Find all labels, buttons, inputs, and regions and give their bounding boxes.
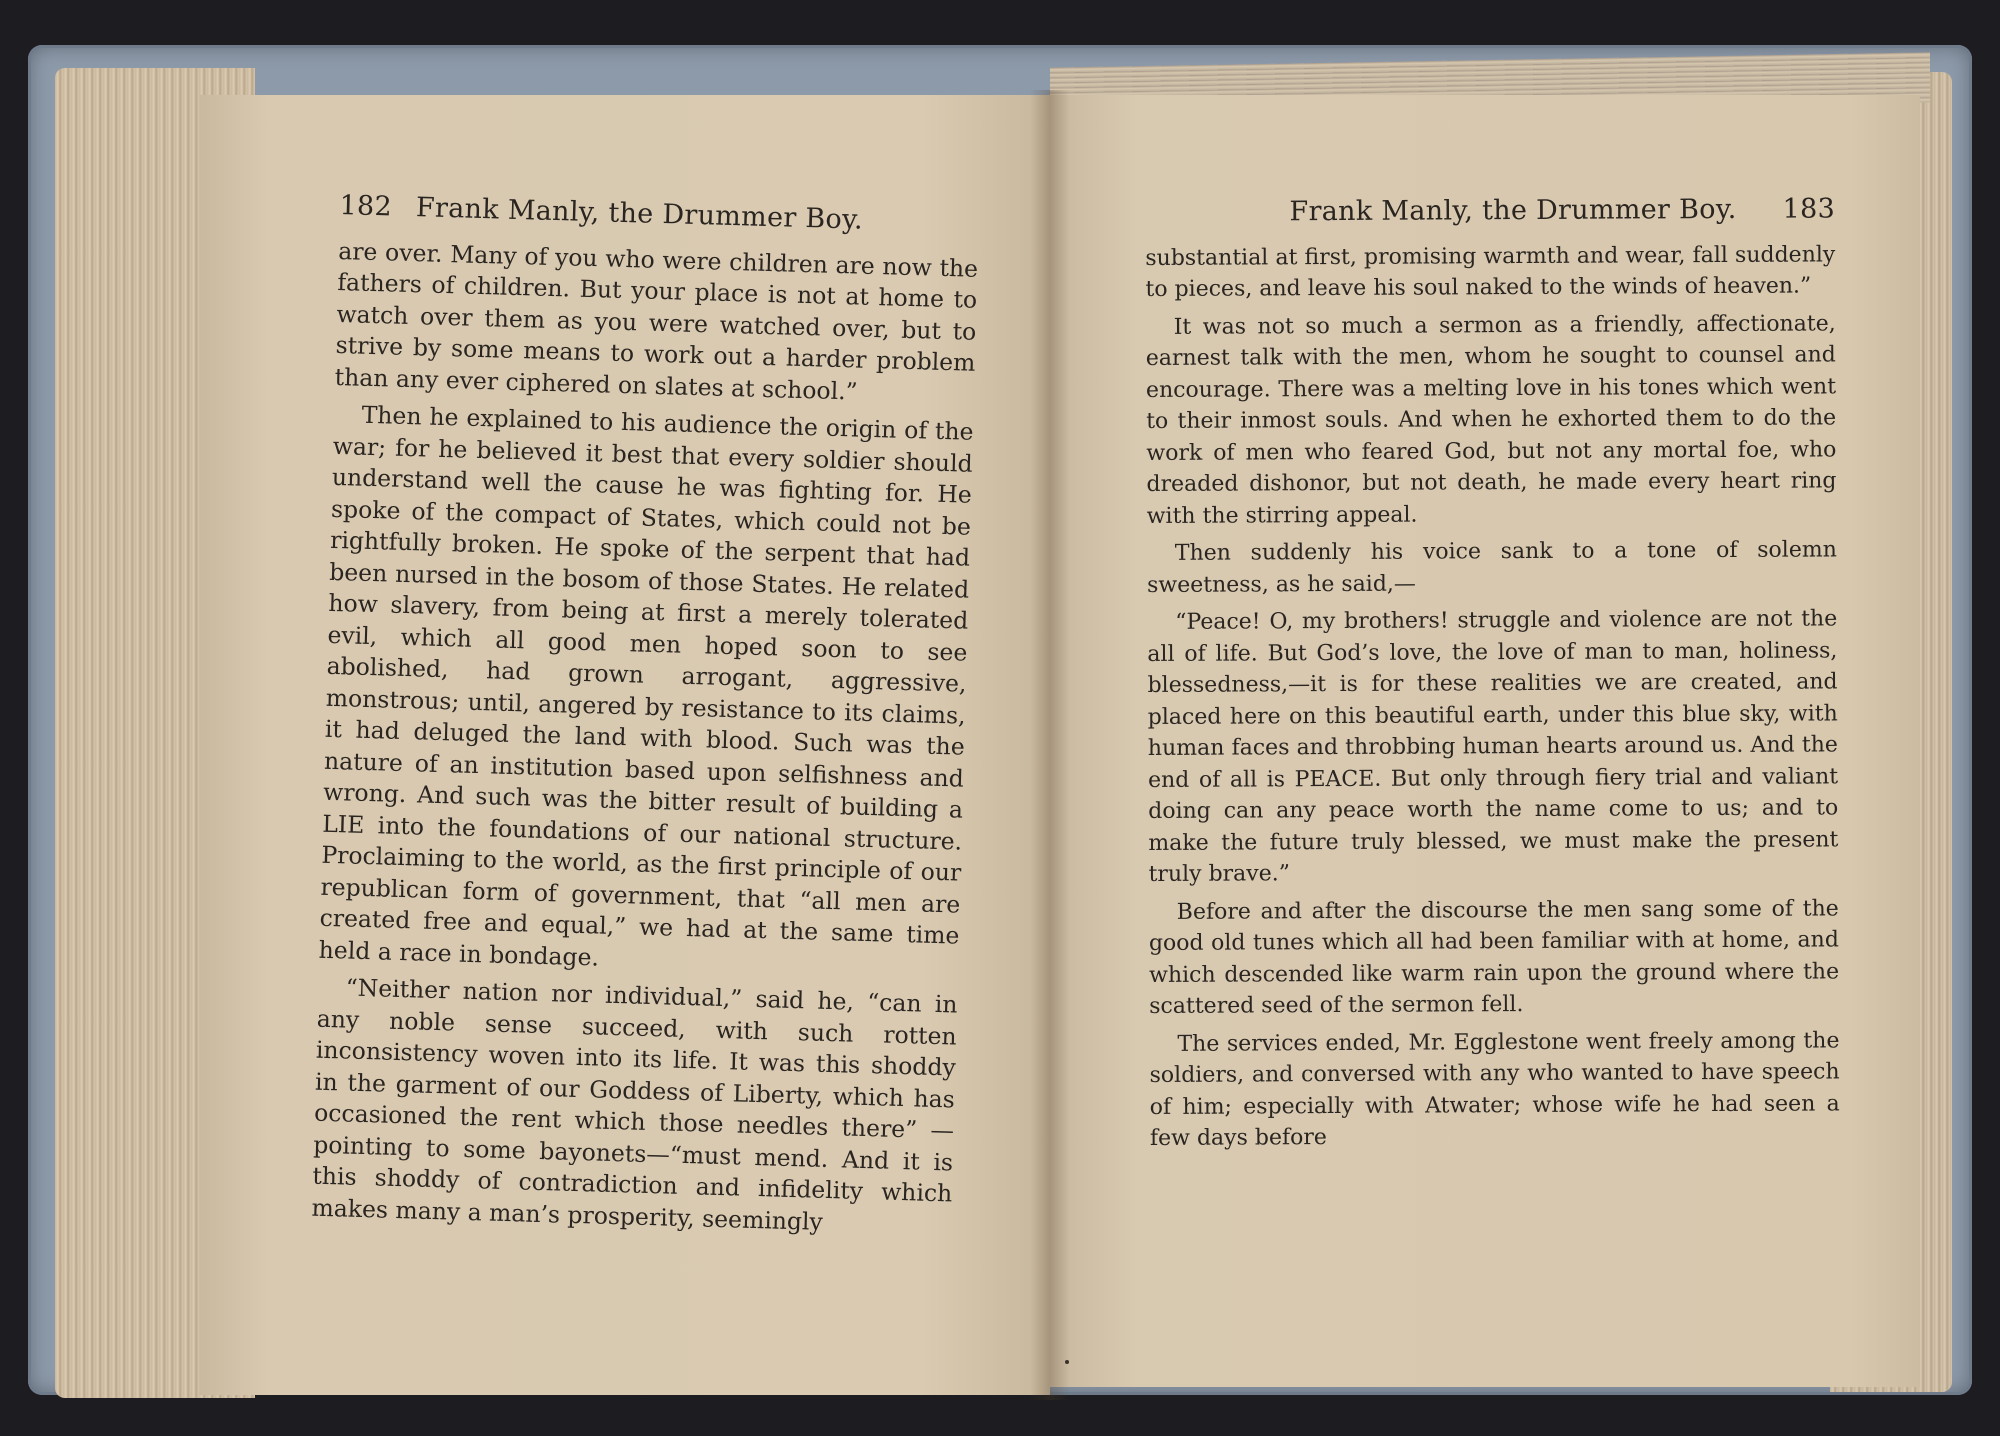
paragraph: The services ended, Mr. Egglestone went freely among the soldiers, and conversed with any who wanted to have speech of him; especially with Atwater; whose wife he had seen a few days before xyxy=(1149,1027,1840,1151)
right-page xyxy=(1050,95,1920,1387)
paragraph: Then he explained to his audience the origin of the war; for he believed it best that every soldier should understand well the cause he was fighting for. He spoke of the compact of States, which could not be rightfully broken. He spoke of the serpent that had been nursed in the bosom of those States. He related how slavery, from being at first a merely tolerated evil, which all good men hoped soon to see abolished, had grown arrogant, aggressive, monstrous; until, angered by resistance to its claims, it had deluged the land with blood. Such was the nature of an institution based upon selfishness and wrong. And such was the bitter result of building a LIE into the foundations of our national structure. Proclaiming to the world, as the first principle of our republican form of government, that “all men are created free and equal,” we had at the same time held a race in bondage. xyxy=(318,400,974,972)
right-page-header xyxy=(1145,193,1835,228)
left-page-header xyxy=(339,190,980,239)
right-page-text xyxy=(1145,193,1840,1154)
paragraph: “Neither nation nor individual,” said he, “can in any noble sense succeed, with such rotten inconsistency woven into its life. It was this shoddy in the garment of our Goddess of Liberty, which has occasioned the rent which those needles there” —pointing to some bayonets—“must mend. And it is this shoddy of contradiction and infidelity which makes many a man’s prosperity, seemingly xyxy=(311,973,958,1236)
paragraph: are over. Many of you who were children are now the fathers of children. But your place is not at home to watch over them as you were watched over, but to strive by some means to work out a harder problem than any ever ciphered on slates at school.” xyxy=(334,236,979,406)
left-page xyxy=(200,95,1050,1395)
paragraph: Before and after the discourse the men sang some of the good old tunes which all had been familiar with at home, and which descended like warm rain upon the ground where the scattered seed of the sermon fell. xyxy=(1148,895,1840,1019)
page-number: 183 xyxy=(1782,193,1836,225)
running-head: Frank Manly, the Drummer Boy. xyxy=(1289,193,1737,228)
paragraph: “Peace! O, my brothers! struggle and violence are not the all of life. But God’s love, the love of man to man, holiness, blessedness,—it is for these realities we are created, and placed here on this beautiful earth, under this blue sky, with human faces and throbbing human hearts around us. And the end of all is PEACE. But only through fiery trial and valiant doing can any peace worth the name come to us; and to make the future truly blessed, we must make the present truly brave.” xyxy=(1147,606,1839,887)
paragraph: Then suddenly his voice sank to a tone of solemn sweetness, as he said,— xyxy=(1146,537,1837,598)
page-number: 182 xyxy=(339,190,393,223)
paragraph: substantial at first, promising warmth and wear, fall suddenly to pieces, and leave his soul naked to the winds of heaven.” xyxy=(1145,241,1836,302)
left-page-text xyxy=(311,190,980,1241)
running-head: Frank Manly, the Drummer Boy. xyxy=(415,192,864,236)
paragraph: It was not so much a sermon as a friendly, affectionate, earnest talk with the men, whom he sought to counsel and encourage. There was a melting love in his tones which went to their inmost souls. And when he exhorted them to do the work of men who feared God, but not any mortal foe, who dreaded dishonor, but not death, he made every heart ring with the stirring appeal. xyxy=(1145,310,1837,529)
book-gutter xyxy=(1030,90,1070,1400)
